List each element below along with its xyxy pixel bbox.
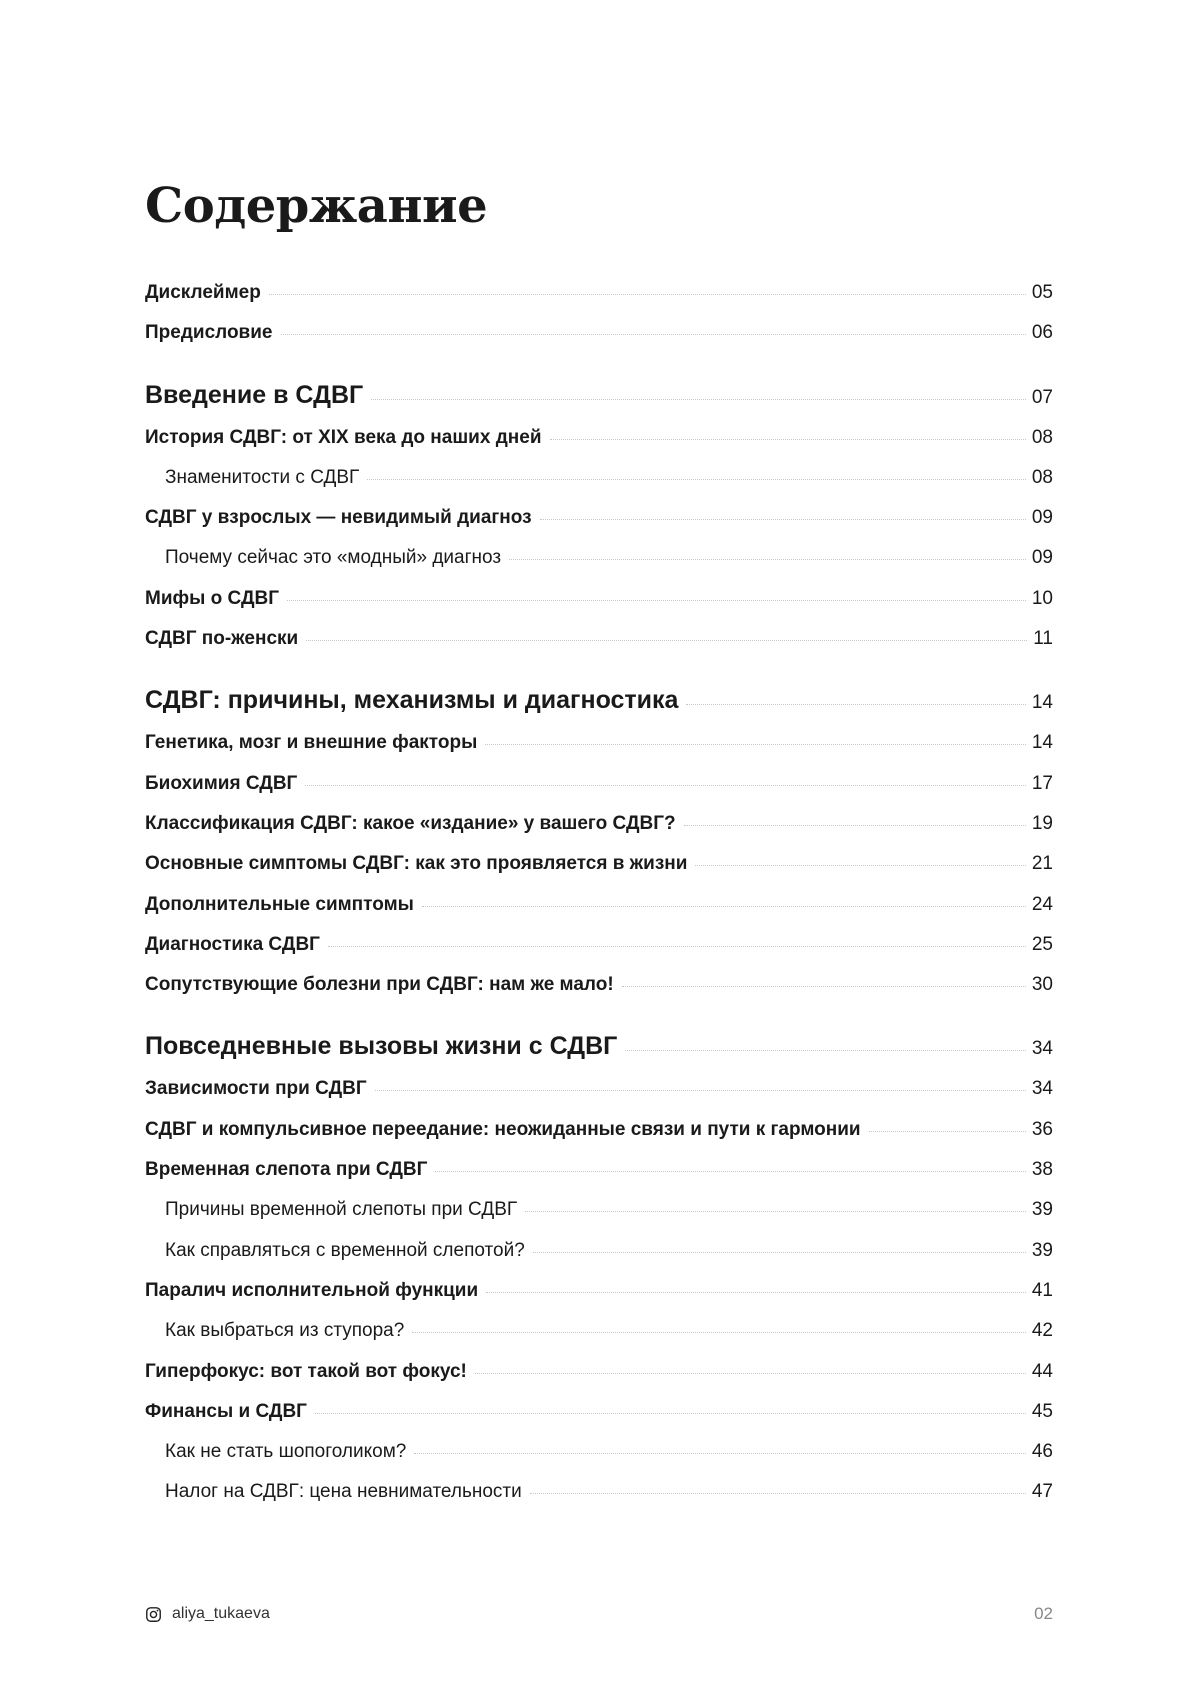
toc-entry[interactable]	[145, 282, 1053, 322]
social-handle[interactable]	[145, 1605, 270, 1623]
toc-entry[interactable]	[145, 628, 1053, 668]
toc-dot-leader	[269, 294, 1026, 295]
toc-dot-leader	[686, 704, 1025, 705]
toc-entry[interactable]	[145, 1119, 1053, 1159]
toc-dot-leader	[305, 785, 1026, 786]
toc-entry[interactable]	[145, 322, 1053, 362]
toc-entry[interactable]	[145, 507, 1053, 547]
toc-entry[interactable]	[145, 427, 1053, 467]
toc-entry[interactable]	[145, 1199, 1053, 1239]
toc-dot-leader	[622, 986, 1026, 987]
toc-entry-label: СДВГ и компульсивное переедание: неожиданные связи и пути к гармонии	[145, 1118, 861, 1140]
toc-entry-page: 07	[1031, 386, 1053, 408]
toc-entry-label: Временная слепота при СДВГ	[145, 1159, 428, 1181]
toc-dot-leader	[422, 906, 1026, 907]
toc-entry-page: 44	[1031, 1360, 1053, 1382]
instagram-icon	[145, 1606, 162, 1623]
toc-entry-label: Сопутствующие болезни при СДВГ: нам же мало!	[145, 974, 614, 996]
toc-entry-page: 47	[1031, 1481, 1053, 1503]
toc-entry-label: Дополнительные симптомы	[145, 893, 414, 915]
toc-dot-leader	[367, 479, 1026, 480]
toc-entry-label: Зависимости при СДВГ	[145, 1078, 367, 1100]
toc-entry-page: 08	[1031, 466, 1053, 488]
toc-entry[interactable]	[145, 1320, 1053, 1360]
toc-dot-leader	[625, 1050, 1026, 1051]
toc-entry-page: 14	[1031, 692, 1053, 714]
toc-entry-label: СДВГ по-женски	[145, 628, 299, 650]
toc-entry-page: 39	[1031, 1239, 1053, 1261]
toc-entry[interactable]	[145, 1078, 1053, 1118]
toc-entry-label: Введение в СДВГ	[145, 380, 364, 409]
toc-entry[interactable]	[145, 381, 1053, 427]
toc-entry-label: Как справляться с временной слепотой?	[165, 1239, 525, 1261]
toc-entry-label: Паралич исполнительной функции	[145, 1279, 479, 1301]
toc-entry-label: Основные симптомы СДВГ: как это проявляется в жизни	[145, 853, 688, 875]
footer	[145, 1604, 1053, 1624]
toc-entry-label: Как не стать шопоголиком?	[165, 1441, 407, 1463]
toc-entry-page: 09	[1031, 507, 1053, 529]
toc-entry[interactable]	[145, 547, 1053, 587]
toc-entry-page: 05	[1031, 282, 1053, 303]
toc-entry-label: Генетика, мозг и внешние факторы	[145, 732, 478, 754]
toc-dot-leader	[869, 1131, 1026, 1132]
page-number: 02	[1034, 1604, 1053, 1623]
toc-entry-page: 21	[1031, 853, 1053, 875]
toc-entry[interactable]	[145, 1441, 1053, 1481]
toc-entry-page: 19	[1031, 812, 1053, 834]
toc-entry[interactable]	[145, 934, 1053, 974]
toc-entry-page: 39	[1031, 1199, 1053, 1221]
toc-dot-leader	[550, 439, 1026, 440]
toc-entry-page: 10	[1031, 587, 1053, 609]
toc-entry-label: История СДВГ: от XIX века до наших дней	[145, 426, 542, 448]
toc-entry-page: 46	[1031, 1441, 1053, 1463]
toc-entry-label: Дисклеймер	[145, 282, 261, 303]
toc-dot-leader	[306, 640, 1027, 641]
toc-dot-leader	[414, 1453, 1026, 1454]
toc-entry[interactable]	[145, 467, 1053, 507]
toc-entry-page: 34	[1031, 1078, 1053, 1100]
page-title: Содержание	[145, 178, 488, 234]
toc-dot-leader	[509, 559, 1026, 560]
toc-dot-leader	[525, 1211, 1026, 1212]
toc-entry-label: Предисловие	[145, 322, 273, 344]
toc-dot-leader	[485, 744, 1026, 745]
toc-entry-page: 08	[1031, 426, 1053, 448]
toc-entry[interactable]	[145, 1401, 1053, 1441]
toc-dot-leader	[315, 1413, 1026, 1414]
toc-entry[interactable]	[145, 732, 1053, 772]
toc-entry-label: Налог на СДВГ: цена невнимательности	[165, 1481, 522, 1503]
toc-entry-label: Классификация СДВГ: какое «издание» у вашего СДВГ?	[145, 812, 676, 834]
toc-dot-leader	[371, 399, 1026, 400]
toc-dot-leader	[287, 600, 1026, 601]
toc-entry-page: 09	[1031, 547, 1053, 569]
toc-dot-leader	[475, 1373, 1026, 1374]
toc-entry-label: Финансы и СДВГ	[145, 1400, 307, 1422]
toc-entry-page: 11	[1033, 628, 1053, 650]
toc-entry[interactable]	[145, 1481, 1053, 1521]
toc-entry-page: 42	[1031, 1320, 1053, 1342]
toc-entry-page: 25	[1031, 933, 1053, 955]
toc-entry-page: 14	[1031, 732, 1053, 754]
toc-entry-label: Повседневные вызовы жизни с СДВГ	[145, 1032, 618, 1061]
toc-entry-page: 24	[1031, 893, 1053, 915]
toc-dot-leader	[328, 946, 1026, 947]
toc-dot-leader	[533, 1252, 1026, 1253]
toc-entry-label: Как выбраться из ступора?	[165, 1320, 405, 1342]
toc-entry-page: 30	[1031, 974, 1053, 996]
toc-entry[interactable]	[145, 588, 1053, 628]
toc-entry-page: 17	[1031, 772, 1053, 794]
toc-dot-leader	[281, 334, 1026, 335]
toc-entry[interactable]	[145, 853, 1053, 893]
toc-entry-page: 38	[1031, 1159, 1053, 1181]
toc-dot-leader	[530, 1493, 1026, 1494]
toc-entry[interactable]	[145, 1361, 1053, 1401]
toc-dot-leader	[540, 519, 1026, 520]
toc-dot-leader	[412, 1332, 1026, 1333]
toc-entry-label: Гиперфокус: вот такой вот фокус!	[145, 1360, 467, 1382]
toc-entry-page: 41	[1031, 1279, 1053, 1301]
toc-entry-page: 45	[1031, 1400, 1053, 1422]
toc-entry[interactable]	[145, 894, 1053, 934]
toc-entry-label: Диагностика СДВГ	[145, 933, 320, 955]
toc-entry-page: 34	[1031, 1038, 1053, 1060]
table-of-contents	[145, 282, 1053, 1522]
toc-entry[interactable]	[145, 1240, 1053, 1280]
toc-entry-page: 06	[1031, 322, 1053, 344]
toc-dot-leader	[486, 1292, 1026, 1293]
toc-dot-leader	[375, 1090, 1026, 1091]
toc-entry[interactable]	[145, 813, 1053, 853]
toc-entry-label: Знаменитости с СДВГ	[165, 466, 360, 488]
toc-entry-page: 36	[1031, 1118, 1053, 1140]
toc-entry[interactable]	[145, 686, 1053, 732]
toc-dot-leader	[684, 825, 1026, 826]
toc-entry-label: СДВГ: причины, механизмы и диагностика	[145, 686, 679, 715]
toc-entry[interactable]	[145, 773, 1053, 813]
toc-entry-label: Мифы о СДВГ	[145, 587, 280, 609]
toc-entry-label: Причины временной слепоты при СДВГ	[165, 1199, 518, 1221]
toc-entry[interactable]	[145, 1159, 1053, 1199]
toc-entry-label: Почему сейчас это «модный» диагноз	[165, 547, 502, 569]
toc-entry-label: Биохимия СДВГ	[145, 772, 298, 794]
toc-entry[interactable]	[145, 974, 1053, 1014]
toc-entry[interactable]	[145, 1280, 1053, 1320]
toc-dot-leader	[695, 865, 1025, 866]
toc-entry-label: СДВГ у взрослых — невидимый диагноз	[145, 507, 532, 529]
toc-entry[interactable]	[145, 1032, 1053, 1078]
social-handle-text: aliya_tukaeva	[172, 1605, 270, 1622]
toc-dot-leader	[435, 1171, 1025, 1172]
